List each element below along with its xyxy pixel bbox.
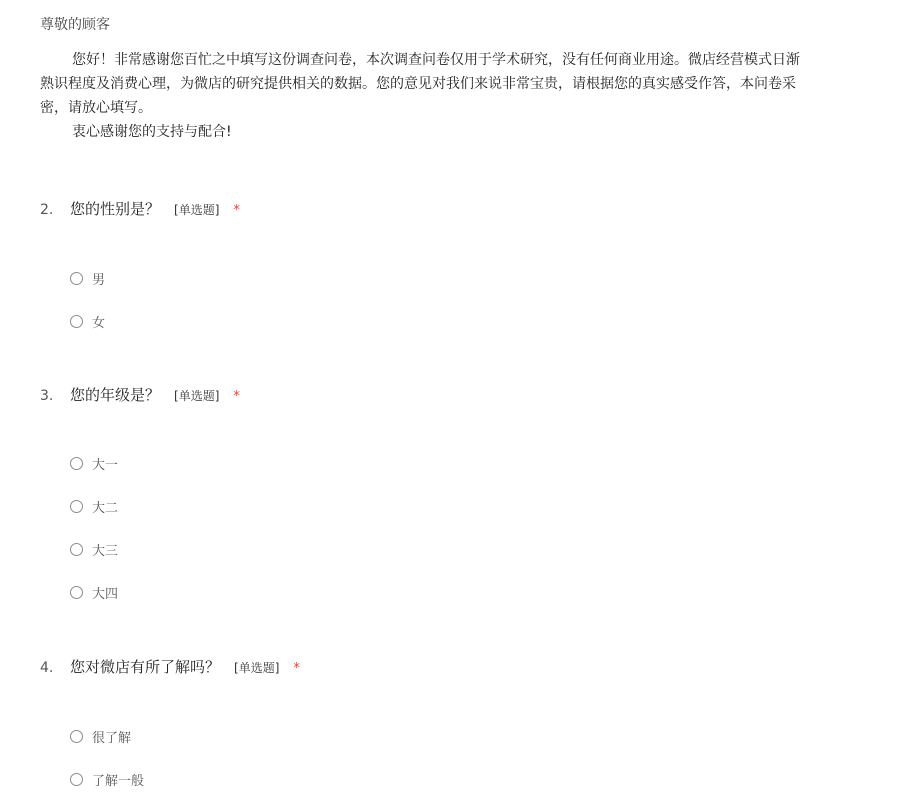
option-gender-female[interactable]: [70, 311, 105, 331]
option-label: 大二: [92, 500, 119, 516]
intro-line: 密，请放心填写。: [40, 100, 152, 116]
question-title: 您的性别是？: [70, 200, 161, 218]
radio-button[interactable]: [70, 730, 83, 743]
question-type-tag: [单选题]: [234, 661, 280, 675]
option-grade-3[interactable]: [70, 539, 118, 559]
question-familiarity: [40, 656, 300, 677]
question-grade: [40, 384, 240, 405]
question-number: 4.: [40, 660, 54, 676]
option-gender-male[interactable]: [70, 268, 105, 288]
intro-paragraph: [40, 48, 900, 144]
question-title: 您的年级是？: [70, 386, 161, 404]
radio-button[interactable]: [70, 586, 83, 599]
question-title: 您对微店有所了解吗？: [70, 658, 221, 676]
radio-button[interactable]: [70, 500, 83, 513]
option-label: 男: [92, 272, 106, 288]
option-familiarity-very[interactable]: [70, 726, 131, 746]
radio-button[interactable]: [70, 272, 83, 285]
required-marker: *: [233, 389, 240, 404]
radio-button[interactable]: [70, 457, 83, 470]
question-type-tag: [单选题]: [174, 389, 220, 403]
option-label: 女: [92, 315, 106, 331]
option-grade-2[interactable]: [70, 496, 118, 516]
option-label: 大四: [92, 586, 119, 602]
question-number: 3.: [40, 388, 54, 404]
option-label: 很了解: [92, 730, 132, 746]
radio-button[interactable]: [70, 773, 83, 786]
option-grade-1[interactable]: [70, 453, 118, 473]
intro-thanks: 衷心感谢您的支持与配合!: [72, 124, 232, 140]
option-grade-4[interactable]: [70, 582, 118, 602]
intro-line: 您好！非常感谢您百忙之中填写这份调查问卷，本次调查问卷仅用于学术研究，没有任何商业用途。微店经营模式日渐: [72, 52, 800, 68]
question-number: 2.: [40, 202, 54, 218]
question-type-tag: [单选题]: [174, 203, 220, 217]
option-label: 了解一般: [92, 773, 145, 789]
radio-button[interactable]: [70, 543, 83, 556]
radio-button[interactable]: [70, 315, 83, 328]
greeting-text: 尊敬的顾客: [40, 17, 110, 33]
intro-line: 熟识程度及消费心理，为微店的研究提供相关的数据。您的意见对我们来说非常宝贵，请根据您的真实感受作答，本问卷采: [40, 76, 796, 92]
required-marker: *: [233, 203, 240, 218]
option-familiarity-average[interactable]: [70, 769, 144, 789]
question-gender: [40, 198, 240, 219]
required-marker: *: [293, 661, 300, 676]
option-label: 大一: [92, 457, 119, 473]
option-label: 大三: [92, 543, 119, 559]
